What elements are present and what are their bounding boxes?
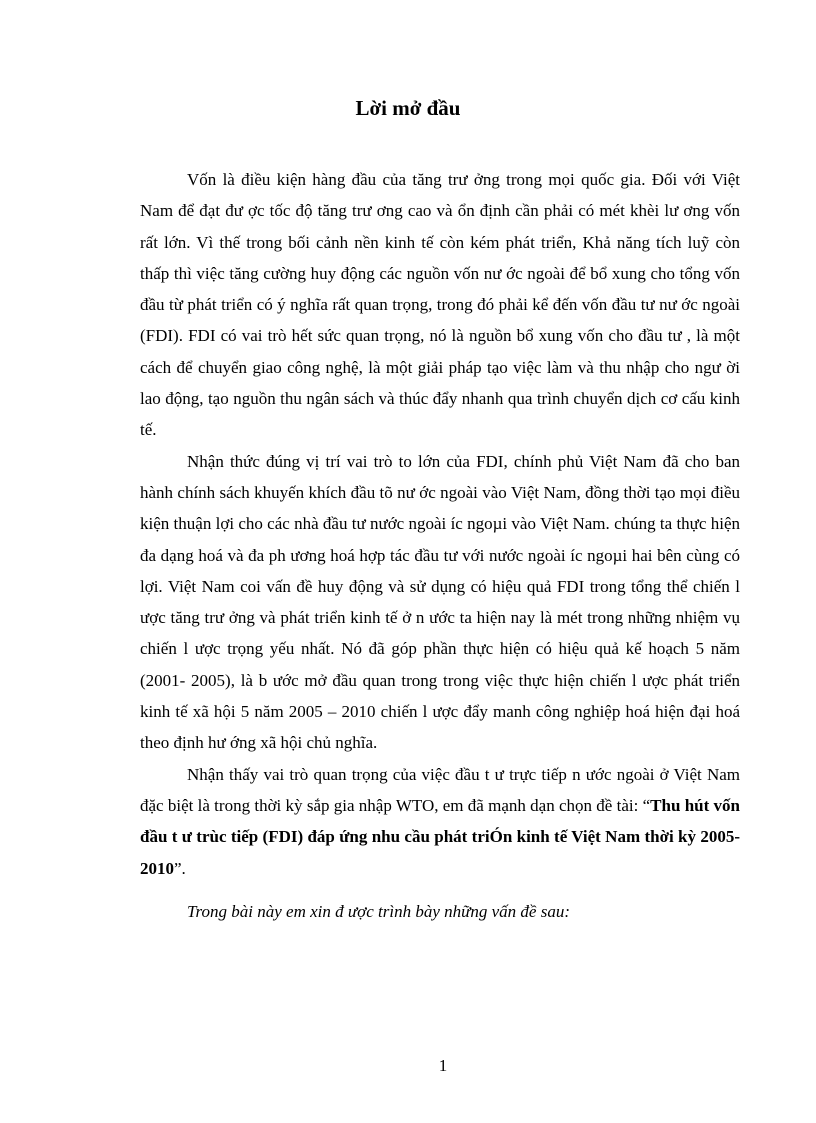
paragraph-2: Nhận thức đúng vị trí vai trò to lớn của FDI, chính phủ Việt Nam đã cho ban hành chính sách khuyến khích đầu tõ nư ớc ngoài vào Việt Nam, đồng thời tạo mọi điều kiện thuận lợi cho các nhà đầu tư nước ngoài íc ngoµi vào Việt Nam. chúng ta thực hiện đa dạng hoá và đa ph ương hoá hợp tác đầu tư với nước ngoài íc ngoµi hai bên cùng có lợi. Việt Nam coi vấn đề huy động và sử dụng có hiệu quả FDI trong tổng thể chiến l ược tăng trư ởng và phát triển kinh tế ở n ước ta hiện nay là mét trong những nhiệm vụ chiến l ược trọng yếu nhất. Nó đã góp phần thực hiện có hiệu quả kế hoạch 5 năm (2001- 2005), là b ước mở đầu quan trong trong việc thực hiện chiến l ược phát triển kinh tế xã hội 5 năm 2005 – 2010 chiến l ược đẩy manh công nghiệp hoá hiện đại hoá theo định hư ớng xã hội chủ nghĩa. <box>140 451 740 753</box>
thesis-topic: Thu hút vốn đầu t ư trùc tiếp (FDI) đáp ứng nhu cầu phát triÓn kinh tế Việt Nam thời kỳ 2005- 2010 <box>140 795 740 878</box>
paragraph-3 <box>140 759 740 884</box>
page-number: 1 <box>438 1056 448 1075</box>
body-text <box>140 164 740 927</box>
paragraph-1: Vốn là điều kiện hàng đầu của tăng trư ởng trong mọi quốc gia. Đối với Việt Nam để đạt đư ợc tốc độ tăng trư ơng cao và ổn định cần phải có mét khèi lư ơng vốn rất lớn. Vì thế trong bối cảnh nền kinh tế còn kém phát triển, Khả năng tích luỹ còn thấp thì việc tăng cường huy động các nguồn vốn nư ớc ngoài để bổ xung cho tổng vốn đầu từ phát triển có ý nghĩa rất quan trọng, trong đó phải kể đến vốn đầu tư nư ớc ngoài (FDI). FDI có vai trò hết sức quan trọng, nó là nguồn bổ xung vốn cho đầu tư , là một cách để chuyển giao công nghệ, là một giải pháp tạo việc làm và thu nhập cho ngư ời lao động, tạo nguồn thu ngân sách và thúc đẩy nhanh qua trình chuyển dịch cơ cấu kinh tế. <box>140 170 740 440</box>
paragraph-3-prefix: Nhận thấy vai trò quan trọng của việc đầu t ư trực tiếp n ước ngoài ở Việt Nam đặc biệt là trong thời kỳ sắp gia nhập WTO, em đã mạnh dạn chọn đề tài: “ <box>140 764 740 815</box>
closing-line: Trong bài này em xin đ ược trình bày những vấn đề sau: <box>187 901 570 921</box>
page-title: Lời mở đầu <box>355 96 461 120</box>
paragraph-3-suffix: ”. <box>174 858 186 878</box>
